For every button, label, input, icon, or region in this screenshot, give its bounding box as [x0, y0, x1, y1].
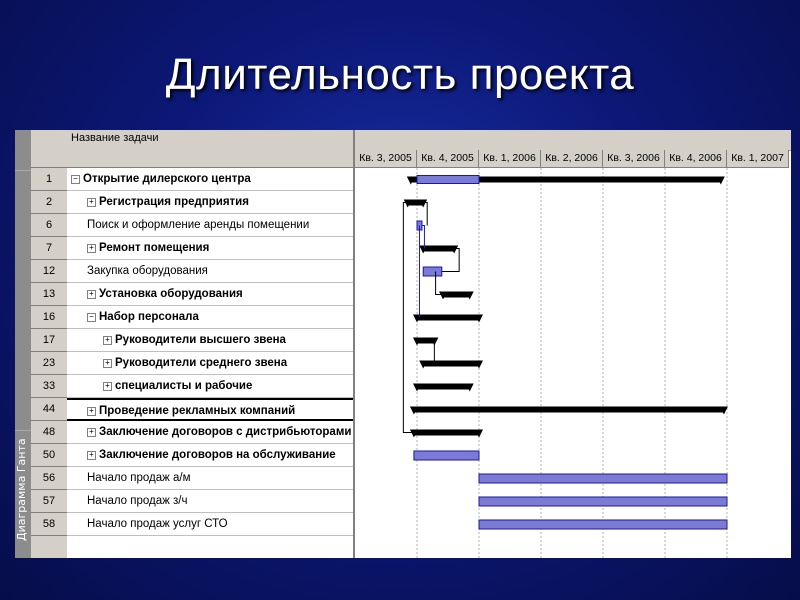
gantt-bars-area[interactable] [355, 168, 791, 558]
task-row[interactable] [67, 214, 353, 237]
timescale-quarter: Кв. 3, 2006 [603, 150, 665, 168]
view-bar-label: Диаграмма Ганта [15, 438, 28, 541]
row-number[interactable]: 12 [31, 260, 67, 283]
gantt-chart[interactable] [355, 130, 791, 558]
task-name: Открытие дилерского центра [83, 173, 251, 185]
row-number[interactable]: 1 [31, 168, 67, 191]
timescale-quarter: Кв. 1, 2007 [727, 150, 789, 168]
summary-bar [417, 384, 470, 390]
collapse-icon[interactable]: − [87, 313, 96, 322]
timescale-quarter: Кв. 2, 2006 [541, 150, 603, 168]
row-number[interactable]: 33 [31, 375, 67, 398]
task-name: Регистрация предприятия [99, 196, 249, 208]
task-name: специалисты и рабочие [115, 380, 253, 392]
view-bar-divider [15, 430, 31, 431]
summary-bar [423, 361, 479, 367]
task-name: Начало продаж услуг СТО [87, 518, 228, 530]
expand-icon[interactable]: + [87, 244, 96, 253]
task-name: Заключение договоров с дистрибьюторами [99, 426, 352, 438]
task-name: Руководители среднего звена [115, 357, 288, 369]
row-number[interactable]: 44 [31, 398, 67, 421]
task-bar [479, 520, 727, 529]
summary-bar [414, 430, 479, 436]
task-row[interactable] [67, 191, 353, 214]
task-row[interactable] [67, 168, 353, 191]
task-row[interactable] [67, 421, 353, 444]
task-bar [414, 451, 479, 460]
task-bar [479, 474, 727, 483]
row-number[interactable]: 16 [31, 306, 67, 329]
timescale-quarter: Кв. 4, 2005 [417, 150, 479, 168]
timescale-top-tier [355, 130, 791, 151]
expand-icon[interactable]: + [87, 451, 96, 460]
expand-icon[interactable]: + [103, 336, 112, 345]
row-number[interactable]: 56 [31, 467, 67, 490]
task-row[interactable] [67, 329, 353, 352]
row-number[interactable]: 50 [31, 444, 67, 467]
task-row[interactable] [67, 375, 353, 398]
view-bar-divider [15, 170, 31, 171]
row-number-header[interactable] [31, 130, 67, 168]
timescale-quarter: Кв. 1, 2006 [479, 150, 541, 168]
row-number-column [31, 130, 68, 558]
row-number[interactable]: 6 [31, 214, 67, 237]
row-number[interactable]: 13 [31, 283, 67, 306]
gantt-window [15, 130, 791, 558]
task-row[interactable] [67, 283, 353, 306]
task-name: Поиск и оформление аренды помещении [87, 219, 310, 231]
expand-icon[interactable]: + [103, 359, 112, 368]
task-name-column [67, 130, 355, 558]
expand-icon[interactable]: + [87, 290, 96, 299]
task-row[interactable] [67, 237, 353, 260]
task-name-header[interactable]: Название задачи [67, 130, 353, 168]
task-name: Заключение договоров на обслуживание [99, 449, 336, 461]
collapse-icon[interactable]: − [71, 175, 80, 184]
task-row[interactable] [67, 306, 353, 329]
summary-bar [423, 246, 454, 252]
task-bar [423, 267, 442, 276]
task-name: Руководители высшего звена [115, 334, 286, 346]
task-row[interactable] [67, 467, 353, 490]
task-row[interactable] [67, 444, 353, 467]
task-name: Набор персонала [99, 311, 199, 323]
task-name: Начало продаж з/ч [87, 495, 188, 507]
slide-title: Длительность проекта [165, 50, 635, 99]
task-bar [417, 176, 479, 184]
task-bar [479, 497, 727, 506]
view-bar[interactable] [15, 130, 31, 558]
row-number[interactable]: 48 [31, 421, 67, 444]
timescale-quarter: Кв. 4, 2006 [665, 150, 727, 168]
timescale-quarter: Кв. 3, 2005 [355, 150, 417, 168]
task-row[interactable] [67, 490, 353, 513]
row-number[interactable]: 7 [31, 237, 67, 260]
row-number[interactable]: 57 [31, 490, 67, 513]
task-name: Ремонт помещения [99, 242, 210, 254]
task-name: Установка оборудования [99, 288, 243, 300]
task-name: Начало продаж а/м [87, 472, 191, 484]
expand-icon[interactable]: + [103, 382, 112, 391]
row-number[interactable]: 58 [31, 513, 67, 536]
row-number[interactable]: 23 [31, 352, 67, 375]
dependency-link [403, 203, 414, 433]
task-row[interactable] [67, 398, 353, 421]
task-row[interactable] [67, 352, 353, 375]
task-name: Проведение рекламных компаний [99, 405, 296, 417]
summary-bar [417, 315, 479, 321]
row-number[interactable]: 17 [31, 329, 67, 352]
expand-icon[interactable]: + [87, 198, 96, 207]
expand-icon[interactable]: + [87, 407, 96, 416]
task-row[interactable] [67, 513, 353, 536]
row-number[interactable]: 2 [31, 191, 67, 214]
task-row[interactable] [67, 260, 353, 283]
summary-bar [414, 407, 724, 413]
dependency-link [442, 249, 459, 272]
expand-icon[interactable]: + [87, 428, 96, 437]
summary-bar [443, 292, 470, 298]
task-name: Закупка оборудования [87, 265, 208, 277]
